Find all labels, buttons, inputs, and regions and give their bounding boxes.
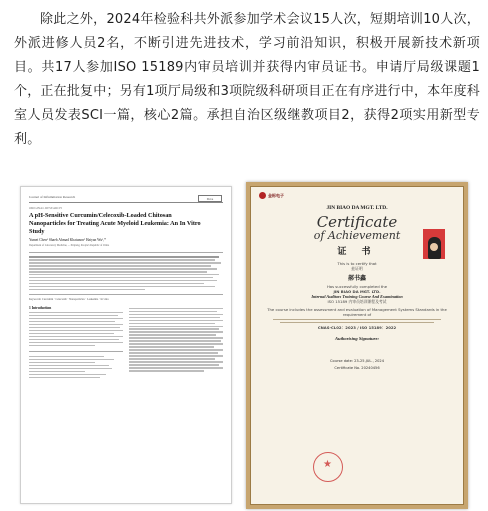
- logo-icon: [259, 192, 266, 199]
- course-date: Course date: 23-25.JUL., 2024: [330, 359, 384, 364]
- holder-name: 郝书鑫: [347, 275, 366, 282]
- red-seal-stamp: [313, 452, 343, 482]
- certificate-title: Certificate: [316, 213, 398, 231]
- auditor-certificate-image: [246, 182, 468, 509]
- intro-heading: 1 Introduction: [29, 306, 52, 310]
- logo-text: 金标电子: [268, 192, 284, 198]
- paper-abstract: [29, 252, 223, 295]
- certificate-number: Certificate No. 20240456: [334, 366, 380, 371]
- provider-name: JIN BIAO DA MGT. LTD.: [333, 289, 381, 294]
- certify-text: This is to certify that: [337, 261, 377, 266]
- paper-column-right: [129, 306, 223, 380]
- published-paper-image: [20, 186, 232, 504]
- authorising-signature: Authorising Signature:: [334, 336, 380, 342]
- course-name-zh: ISO 15189 内审员培训课程及考试: [327, 299, 387, 305]
- publisher-logo: Dove: [198, 195, 222, 202]
- criteria-text: The course includes the assessment and evaluation of Management Systems Standards in the requirement of: [267, 307, 447, 318]
- certify-text-zh: 兹证明: [351, 266, 363, 271]
- certificate-subtitle: of Achievement: [313, 229, 401, 242]
- article-type: ORIGINAL RESEARCH: [29, 206, 62, 211]
- paper-column-left: [29, 306, 123, 380]
- completed-text: Has successfully completed the: [326, 284, 388, 289]
- certificate-panel: [250, 186, 464, 505]
- header-rule: [29, 202, 223, 203]
- paper-body-columns: [29, 306, 223, 380]
- certificate-chinese-title: 证 书: [337, 247, 377, 257]
- holder-photo: [423, 229, 445, 259]
- paper-authors: Yumei Chen¹ Shaeb Ahmad Khatunon² Haiyan Wu¹,*: [29, 238, 106, 243]
- body-paragraph: 除此之外，2024年检验科共外派参加学术会议15人次，短期培训10人次，外派进修人员2名，不断引进先进技术，学习前沿知识，积极开展新技术新项目。共17人参加ISO 15189内审员培训并获得内审员证书。申请厅局级课题1个，正在批复中；另有1项厅局级和3项院级科研项目正在有序进行中，本年度科室人员发表SCI一篇，核心2篇。承担自治区级继教项目2，获得2项实用新型专利。: [14, 12, 480, 147]
- company-logo: [259, 192, 284, 199]
- paper-title: A pH-Sensitive Curcumin/Celecoxib-Loaded Chitosan Nanoparticles for Treating Acute Myeloid Leukemia: An In Vitro Study: [29, 212, 201, 235]
- paper-keywords: Keywords: Curcumin · Celecoxib · Nanoparticles · Leukemia · In vitro: [29, 298, 109, 301]
- course-name: Internal Auditors Training Course And Examination: [311, 294, 403, 299]
- certificate-company: JIN BIAO DA MGT. LTD.: [326, 205, 388, 211]
- standard-text: CNAS-CL02：2023 / ISO 15189：2022: [317, 325, 397, 331]
- paper-affiliation: Department of Laboratory Medicine, ... Xinjiang, People's Republic of China: [29, 244, 110, 248]
- journal-header: Journal of Inflammation Research: [29, 195, 76, 199]
